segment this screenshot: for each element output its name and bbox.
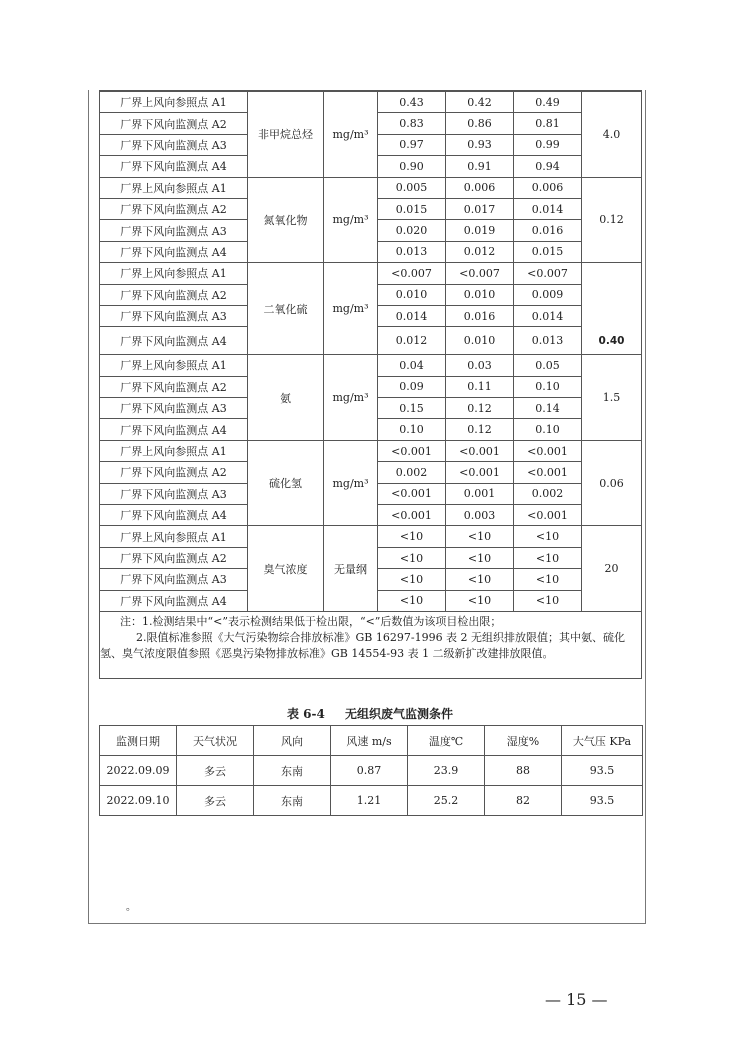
result-value-cell: <10 <box>514 547 582 568</box>
result-value-cell: <10 <box>378 547 446 568</box>
unit-cell: mg/m³ <box>324 355 378 441</box>
result-value-cell: <0.001 <box>514 462 582 483</box>
result-value-cell: 0.005 <box>378 177 446 198</box>
column-header: 风向 <box>254 726 331 756</box>
result-value-cell: <0.001 <box>378 440 446 461</box>
result-value-cell: 0.43 <box>378 91 446 113</box>
result-value-cell: 0.017 <box>446 198 514 219</box>
limit-value-cell: 1.5 <box>582 355 642 441</box>
monitoring-point-cell: 厂界下风向监测点 A3 <box>100 398 248 419</box>
limit-value-cell: 0.40 <box>582 327 642 355</box>
result-value-cell: 0.010 <box>378 284 446 305</box>
result-value-cell: 0.04 <box>378 355 446 376</box>
table-number: 表 6-4 <box>286 707 325 721</box>
note-line-1: 注：1.检测结果中“<”表示检测结果低于检出限，“<”后数值为该项目检出限； <box>120 614 502 628</box>
result-value-cell: <10 <box>378 569 446 590</box>
result-value-cell: 0.014 <box>378 305 446 326</box>
result-value-cell: 0.015 <box>514 241 582 262</box>
monitoring-point-cell: 厂界下风向监测点 A2 <box>100 376 248 397</box>
table-cell: 东南 <box>254 786 331 816</box>
result-value-cell: 0.12 <box>446 419 514 440</box>
unit-cell: mg/m³ <box>324 440 378 526</box>
table-row <box>100 355 642 376</box>
result-value-cell: 0.013 <box>514 327 582 355</box>
monitoring-conditions-table <box>99 725 643 816</box>
pollutant-item-cell: 硫化氢 <box>248 440 324 526</box>
result-value-cell: <0.007 <box>378 263 446 284</box>
column-header: 监测日期 <box>100 726 177 756</box>
trailing-mark: 。 <box>126 902 136 913</box>
result-value-cell: 0.020 <box>378 220 446 241</box>
table-cell: 多云 <box>177 756 254 786</box>
header-row <box>100 726 643 756</box>
result-value-cell: 0.86 <box>446 113 514 134</box>
table-cell: 东南 <box>254 756 331 786</box>
monitoring-point-cell: 厂界上风向参照点 A1 <box>100 440 248 461</box>
table-cell: 82 <box>485 786 562 816</box>
monitoring-point-cell: 厂界上风向参照点 A1 <box>100 91 248 113</box>
table-cell: 23.9 <box>408 756 485 786</box>
result-value-cell: <10 <box>446 547 514 568</box>
result-value-cell: <0.001 <box>378 505 446 526</box>
result-value-cell: <10 <box>514 590 582 611</box>
monitoring-point-cell: 厂界下风向监测点 A3 <box>100 569 248 590</box>
column-header: 风速 m/s <box>331 726 408 756</box>
monitoring-point-cell: 厂界下风向监测点 A2 <box>100 284 248 305</box>
column-header: 温度℃ <box>408 726 485 756</box>
monitoring-point-cell: 厂界下风向监测点 A4 <box>100 241 248 262</box>
result-value-cell: 0.003 <box>446 505 514 526</box>
limit-value-cell: 20 <box>582 526 642 612</box>
result-value-cell: 0.83 <box>378 113 446 134</box>
limit-spacer-cell <box>582 263 642 327</box>
result-value-cell: 0.14 <box>514 398 582 419</box>
table-row <box>100 786 643 816</box>
result-value-cell: 0.91 <box>446 156 514 177</box>
result-value-cell: 0.81 <box>514 113 582 134</box>
result-value-cell: <0.001 <box>378 483 446 504</box>
monitoring-point-cell: 厂界下风向监测点 A4 <box>100 590 248 611</box>
result-value-cell: <0.001 <box>514 440 582 461</box>
result-value-cell: 0.10 <box>514 376 582 397</box>
result-value-cell: <10 <box>378 590 446 611</box>
limit-value-cell: 4.0 <box>582 91 642 177</box>
result-value-cell: <0.001 <box>446 440 514 461</box>
page-number: — 15 — <box>545 990 608 1009</box>
result-value-cell: 0.94 <box>514 156 582 177</box>
result-value-cell: 0.11 <box>446 376 514 397</box>
monitoring-point-cell: 厂界下风向监测点 A4 <box>100 505 248 526</box>
result-value-cell: 0.006 <box>446 177 514 198</box>
column-header: 湿度% <box>485 726 562 756</box>
pollutant-item-cell: 二氧化硫 <box>248 263 324 355</box>
limit-value-cell: 0.12 <box>582 177 642 263</box>
column-header: 大气压 KPa <box>562 726 643 756</box>
result-value-cell: 0.016 <box>446 305 514 326</box>
result-value-cell: 0.002 <box>514 483 582 504</box>
conditions-table-title <box>99 705 641 722</box>
monitoring-point-cell: 厂界上风向参照点 A1 <box>100 526 248 547</box>
monitoring-point-cell: 厂界下风向监测点 A2 <box>100 547 248 568</box>
table-row <box>100 440 642 461</box>
monitoring-point-cell: 厂界下风向监测点 A2 <box>100 462 248 483</box>
unit-cell: mg/m³ <box>324 91 378 177</box>
result-value-cell: <0.001 <box>446 462 514 483</box>
result-value-cell: 0.99 <box>514 134 582 155</box>
monitoring-point-cell: 厂界下风向监测点 A4 <box>100 419 248 440</box>
monitoring-point-cell: 厂界上风向参照点 A1 <box>100 263 248 284</box>
monitoring-point-cell: 厂界下风向监测点 A4 <box>100 156 248 177</box>
table-cell: 93.5 <box>562 756 643 786</box>
result-value-cell: 0.15 <box>378 398 446 419</box>
result-value-cell: 0.97 <box>378 134 446 155</box>
table-title-text: 无组织废气监测条件 <box>345 707 454 721</box>
table-cell: 1.21 <box>331 786 408 816</box>
result-value-cell: <10 <box>446 569 514 590</box>
result-value-cell: <0.007 <box>514 263 582 284</box>
result-value-cell: 0.05 <box>514 355 582 376</box>
monitoring-results-table <box>99 90 642 679</box>
limit-value-cell: 0.06 <box>582 440 642 526</box>
result-value-cell: 0.49 <box>514 91 582 113</box>
result-value-cell: 0.012 <box>446 241 514 262</box>
table-cell: 0.87 <box>331 756 408 786</box>
pollutant-item-cell: 非甲烷总烃 <box>248 91 324 177</box>
result-value-cell: 0.10 <box>378 419 446 440</box>
result-value-cell: 0.12 <box>446 398 514 419</box>
table-cell: 2022.09.10 <box>100 786 177 816</box>
note-line-2: 2.限值标准参照《大气污染物综合排放标准》GB 16297-1996 表 2 无组织排放限值；其中氨、硫化氢、臭气浓度限值参照《恶臭污染物排放标准》GB 14554-93 表 1 二级新扩改建排放限值。 <box>100 630 626 660</box>
table-cell: 25.2 <box>408 786 485 816</box>
result-value-cell: <0.001 <box>514 505 582 526</box>
column-header: 天气状况 <box>177 726 254 756</box>
pollutant-item-cell: 臭气浓度 <box>248 526 324 612</box>
result-value-cell: 0.010 <box>446 327 514 355</box>
result-value-cell: 0.42 <box>446 91 514 113</box>
monitoring-point-cell: 厂界下风向监测点 A2 <box>100 113 248 134</box>
result-value-cell: 0.001 <box>446 483 514 504</box>
result-value-cell: <10 <box>446 526 514 547</box>
monitoring-point-cell: 厂界上风向参照点 A1 <box>100 355 248 376</box>
table-row <box>100 526 642 547</box>
result-value-cell: 0.93 <box>446 134 514 155</box>
result-value-cell: 0.010 <box>446 284 514 305</box>
result-value-cell: <10 <box>514 526 582 547</box>
pollutant-item-cell: 氮氧化物 <box>248 177 324 263</box>
result-value-cell: 0.90 <box>378 156 446 177</box>
unit-cell: 无量纲 <box>324 526 378 612</box>
monitoring-point-cell: 厂界上风向参照点 A1 <box>100 177 248 198</box>
monitoring-point-cell: 厂界下风向监测点 A3 <box>100 220 248 241</box>
result-value-cell: 0.012 <box>378 327 446 355</box>
result-value-cell: <10 <box>514 569 582 590</box>
result-value-cell: 0.006 <box>514 177 582 198</box>
monitoring-point-cell: 厂界下风向监测点 A3 <box>100 483 248 504</box>
notes-cell <box>100 611 642 678</box>
table-row <box>100 756 643 786</box>
table-row <box>100 91 642 113</box>
table-cell: 93.5 <box>562 786 643 816</box>
result-value-cell: 0.016 <box>514 220 582 241</box>
table-row <box>100 263 642 284</box>
result-value-cell: 0.09 <box>378 376 446 397</box>
result-value-cell: 0.015 <box>378 198 446 219</box>
monitoring-point-cell: 厂界下风向监测点 A4 <box>100 327 248 355</box>
unit-cell: mg/m³ <box>324 177 378 263</box>
result-value-cell: <0.007 <box>446 263 514 284</box>
table-cell: 2022.09.09 <box>100 756 177 786</box>
table-cell: 88 <box>485 756 562 786</box>
monitoring-point-cell: 厂界下风向监测点 A3 <box>100 305 248 326</box>
notes-row <box>100 611 642 678</box>
result-value-cell: 0.014 <box>514 305 582 326</box>
result-value-cell: 0.013 <box>378 241 446 262</box>
result-value-cell: 0.002 <box>378 462 446 483</box>
result-value-cell: 0.014 <box>514 198 582 219</box>
result-value-cell: 0.03 <box>446 355 514 376</box>
result-value-cell: 0.009 <box>514 284 582 305</box>
pollutant-item-cell: 氨 <box>248 355 324 441</box>
result-value-cell: 0.019 <box>446 220 514 241</box>
result-value-cell: <10 <box>446 590 514 611</box>
monitoring-point-cell: 厂界下风向监测点 A2 <box>100 198 248 219</box>
result-value-cell: 0.10 <box>514 419 582 440</box>
table-row <box>100 177 642 198</box>
result-value-cell: <10 <box>378 526 446 547</box>
unit-cell: mg/m³ <box>324 263 378 355</box>
monitoring-point-cell: 厂界下风向监测点 A3 <box>100 134 248 155</box>
table-cell: 多云 <box>177 786 254 816</box>
